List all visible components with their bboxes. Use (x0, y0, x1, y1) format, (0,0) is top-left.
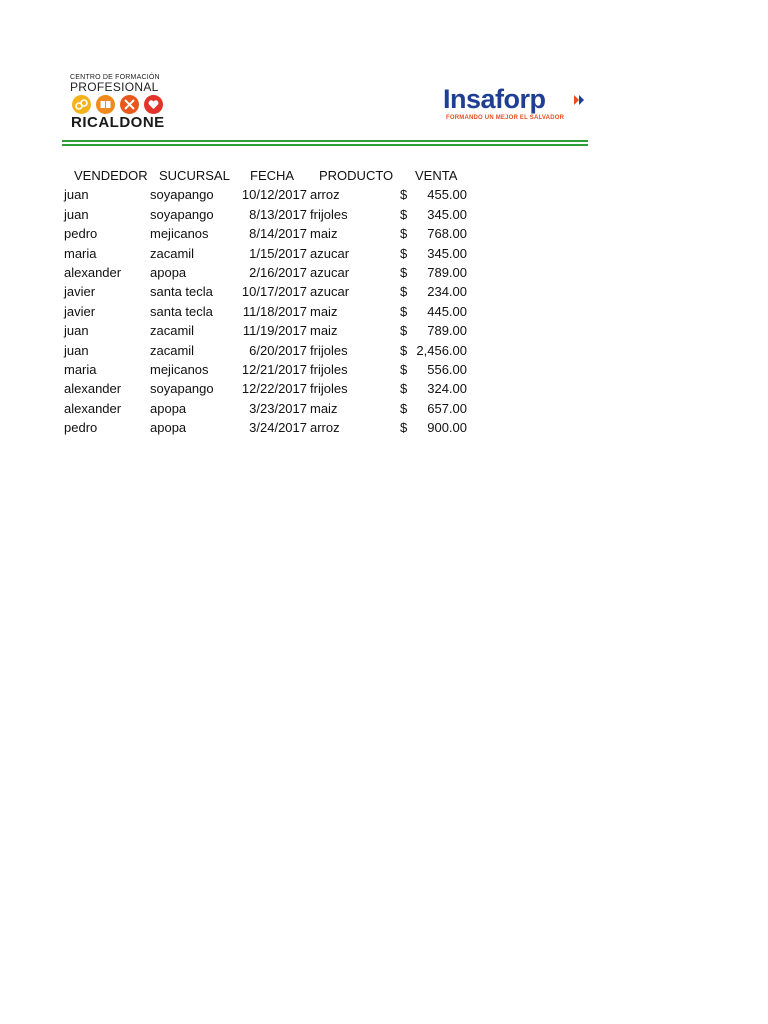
header-fecha: FECHA (250, 168, 295, 183)
table-row (60, 224, 480, 243)
ricaldone-logo (70, 74, 180, 134)
header-sucursal: SUCURSAL (159, 168, 230, 183)
link-icon (72, 95, 91, 114)
cell-venta: 2,456.00 (416, 342, 467, 358)
cell-sucursal: soyapango (150, 206, 214, 222)
cell-sucursal: mejicanos (150, 226, 209, 242)
cell-producto: azucar (310, 245, 350, 261)
header-venta: VENTA (415, 168, 458, 183)
cell-venta: 556.00 (427, 361, 467, 377)
heart-icon (144, 95, 163, 114)
cell-vendedor: juan (64, 342, 89, 358)
cell-producto: arroz (310, 420, 340, 436)
insaforp-logo (443, 84, 593, 126)
table-row (60, 263, 480, 282)
cell-vendedor: maria (64, 245, 97, 261)
cell-currency: $ (400, 400, 408, 416)
cell-currency: $ (400, 342, 408, 358)
cell-fecha: 12/22/2017 (241, 381, 307, 397)
cell-fecha: 1/15/2017 (249, 245, 307, 261)
table-row (60, 302, 480, 321)
cell-sucursal: santa tecla (150, 303, 213, 319)
cell-currency: $ (400, 303, 408, 319)
header-divider-top (62, 140, 588, 142)
wrench-icon (120, 95, 139, 114)
cell-venta: 345.00 (427, 245, 467, 261)
header-producto: PRODUCTO (319, 168, 394, 183)
cell-fecha: 8/13/2017 (249, 206, 307, 222)
cell-producto: frijoles (310, 361, 348, 377)
cell-sucursal: zacamil (150, 245, 195, 261)
logo-line-1: CENTRO DE FORMACIÓN (70, 74, 160, 81)
cell-currency: $ (400, 361, 408, 377)
cell-currency: $ (400, 264, 408, 280)
cell-currency: $ (400, 226, 408, 242)
cell-vendedor: alexander (64, 381, 122, 397)
cell-sucursal: zacamil (150, 323, 195, 339)
cell-producto: azucar (310, 284, 350, 300)
cell-vendedor: javier (64, 303, 96, 319)
cell-fecha: 11/19/2017 (242, 323, 307, 339)
cell-fecha: 3/24/2017 (249, 420, 307, 436)
cell-sucursal: mejicanos (150, 361, 209, 377)
cell-venta: 234.00 (427, 284, 467, 300)
cell-producto: maiz (310, 400, 338, 416)
cell-vendedor: pedro (64, 420, 98, 436)
cell-vendedor: alexander (64, 400, 122, 416)
table-row (60, 399, 480, 418)
cell-vendedor: juan (64, 323, 89, 339)
cell-venta: 789.00 (427, 323, 467, 339)
cell-sucursal: soyapango (150, 187, 214, 203)
logo-line-3: RICALDONE (71, 114, 165, 131)
cell-currency: $ (400, 284, 408, 300)
logo-icons (72, 95, 172, 115)
insaforp-tagline: FORMANDO UN MEJOR EL SALVADOR (446, 115, 565, 121)
cell-producto: frijoles (310, 381, 348, 397)
cell-producto: maiz (310, 226, 338, 242)
table-row (60, 205, 480, 224)
cell-vendedor: maria (64, 361, 97, 377)
sales-table (60, 166, 480, 437)
table-row (60, 244, 480, 263)
cell-sucursal: apopa (150, 400, 187, 416)
table-row (60, 185, 480, 204)
cell-fecha: 10/12/2017 (241, 187, 307, 203)
cell-fecha: 6/20/2017 (249, 342, 307, 358)
table-row (60, 360, 480, 379)
cell-sucursal: zacamil (150, 342, 195, 358)
cell-currency: $ (400, 187, 408, 203)
table-row (60, 282, 480, 301)
cell-currency: $ (400, 323, 408, 339)
book-icon (96, 95, 115, 114)
cell-venta: 324.00 (427, 381, 467, 397)
cell-producto: arroz (310, 187, 340, 203)
header-divider-bottom (62, 144, 588, 146)
cell-fecha: 11/18/2017 (242, 303, 307, 319)
header-vendedor: VENDEDOR (74, 168, 148, 183)
cell-vendedor: alexander (64, 264, 122, 280)
cell-producto: maiz (310, 323, 338, 339)
cell-currency: $ (400, 381, 408, 397)
cell-currency: $ (400, 420, 408, 436)
cell-currency: $ (400, 206, 408, 222)
insaforp-brand: Insaforp (443, 84, 546, 114)
cell-vendedor: juan (64, 187, 89, 203)
cell-currency: $ (400, 245, 408, 261)
logo-line-2: PROFESIONAL (70, 80, 159, 94)
cell-producto: frijoles (310, 206, 348, 222)
cell-fecha: 2/16/2017 (249, 264, 307, 280)
cell-producto: azucar (310, 264, 350, 280)
cell-vendedor: pedro (64, 226, 98, 242)
cell-venta: 345.00 (427, 206, 467, 222)
cell-venta: 789.00 (427, 264, 467, 280)
cell-sucursal: apopa (150, 264, 187, 280)
cell-fecha: 8/14/2017 (249, 226, 307, 242)
table-header-row (60, 166, 480, 185)
table-row (60, 418, 480, 437)
table-row (60, 341, 480, 360)
cell-vendedor: javier (64, 284, 96, 300)
cell-venta: 900.00 (427, 420, 467, 436)
cell-sucursal: soyapango (150, 381, 214, 397)
cell-producto: maiz (310, 303, 338, 319)
chevron-right-icon (572, 93, 586, 107)
cell-venta: 455.00 (427, 187, 467, 203)
cell-fecha: 10/17/2017 (241, 284, 307, 300)
cell-venta: 657.00 (427, 400, 467, 416)
cell-venta: 768.00 (427, 226, 467, 242)
table-row (60, 379, 480, 398)
cell-vendedor: juan (64, 206, 89, 222)
cell-producto: frijoles (310, 342, 348, 358)
cell-sucursal: santa tecla (150, 284, 213, 300)
cell-fecha: 3/23/2017 (249, 400, 307, 416)
table-row (60, 321, 480, 340)
cell-venta: 445.00 (427, 303, 467, 319)
cell-sucursal: apopa (150, 420, 187, 436)
cell-fecha: 12/21/2017 (241, 361, 307, 377)
